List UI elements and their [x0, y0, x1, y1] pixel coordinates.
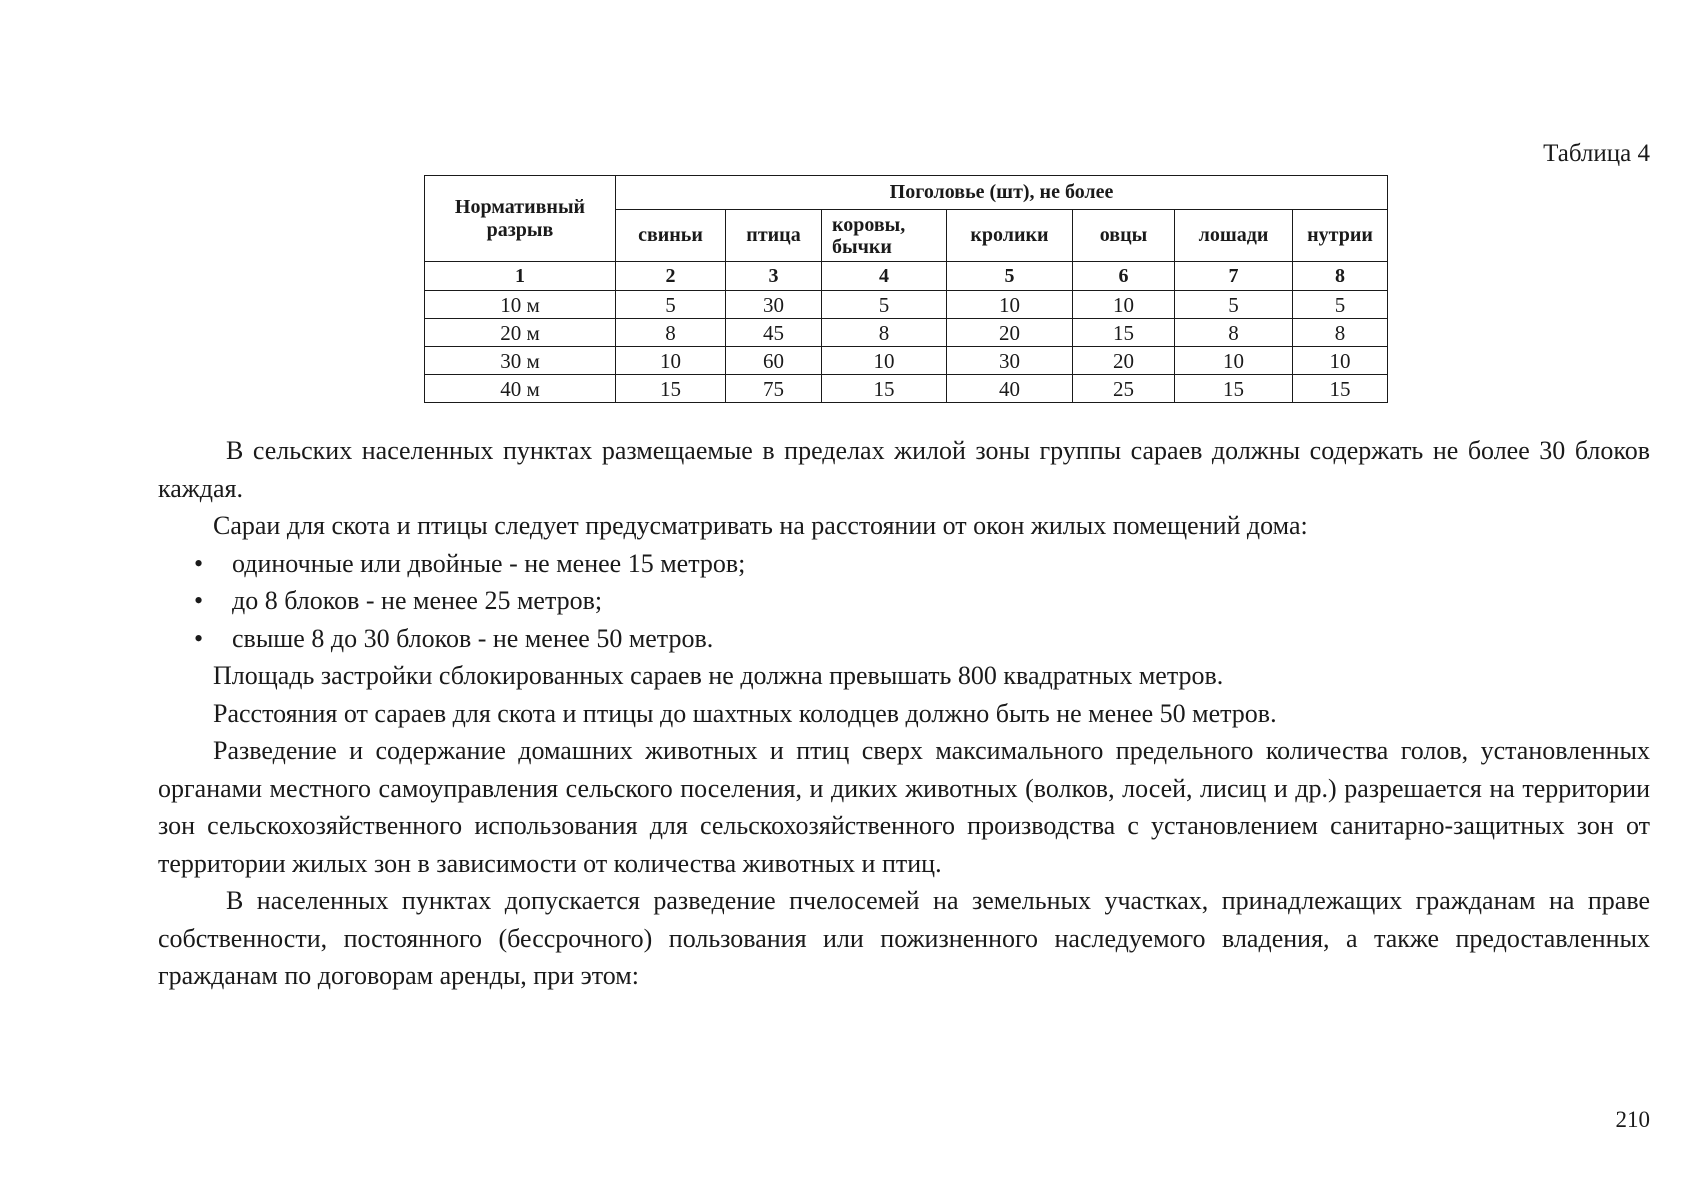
table-cell: 10 — [1293, 347, 1388, 375]
header-sheep: овцы — [1073, 210, 1175, 262]
table-cell: 5 — [822, 291, 947, 319]
table-cell: 15 — [616, 375, 726, 403]
table-cell: 45 — [726, 319, 822, 347]
table-cell: 15 — [1293, 375, 1388, 403]
column-number-row — [425, 262, 1388, 291]
table-cell: 5 — [1293, 291, 1388, 319]
header-nutria: нутрии — [1293, 210, 1388, 262]
table-row — [425, 319, 1388, 347]
list-item — [158, 545, 1650, 583]
header-pigs: свиньи — [616, 210, 726, 262]
header-cows: коровы, бычки — [822, 210, 947, 262]
table-cell: 30 — [726, 291, 822, 319]
paragraph-well-distance: Расстояния от сараев для скота и птицы до шахтных колодцев должно быть не менее 50 метров. — [213, 698, 1277, 728]
table-cell: 10 — [616, 347, 726, 375]
list-item — [158, 582, 1650, 620]
table-cell: 20 — [947, 319, 1073, 347]
list-item-text: до 8 блоков - не менее 25 метров; — [232, 586, 603, 615]
table-cell: 5 — [1175, 291, 1293, 319]
table-cell: 15 — [1073, 319, 1175, 347]
table-cell: 75 — [726, 375, 822, 403]
table-row — [425, 375, 1388, 403]
column-number: 4 — [822, 262, 947, 291]
table-cell: 10 — [822, 347, 947, 375]
paragraph-sheds-distance: Сараи для скота и птицы следует предусматривать на расстоянии от окон жилых помещений дома: — [213, 511, 1308, 540]
column-number: 3 — [726, 262, 822, 291]
table-row — [425, 291, 1388, 319]
table-cell: 40 — [947, 375, 1073, 403]
table-cell: 25 — [1073, 375, 1175, 403]
table-row — [425, 347, 1388, 375]
header-poultry: птица — [726, 210, 822, 262]
table-cell: 40 м — [425, 375, 616, 403]
column-number: 2 — [616, 262, 726, 291]
table-cell: 10 м — [425, 291, 616, 319]
livestock-distance-table — [424, 175, 1388, 403]
table-container — [424, 175, 1387, 403]
paragraph-sheds-limit: В сельских населенных пунктах размещаемые в пределах жилой зоны группы сараев должны содержать не более 30 блоков каждая. — [158, 436, 1650, 503]
column-number: 8 — [1293, 262, 1388, 291]
table-header-row — [425, 176, 1388, 210]
body-text — [158, 432, 1650, 995]
table-cell: 20 м — [425, 319, 616, 347]
paragraph-building-area: Площадь застройки сблокированных сараев не должна превышать 800 квадратных метров. — [213, 661, 1224, 690]
table-cell: 30 м — [425, 347, 616, 375]
table-cell: 8 — [822, 319, 947, 347]
table-cell: 10 — [1175, 347, 1293, 375]
table-cell: 20 — [1073, 347, 1175, 375]
table-cell: 5 — [616, 291, 726, 319]
paragraph-beekeeping: В населенных пунктах допускается разведение пчелосемей на земельных участках, принадлежащих гражданам на праве собственности, постоянного (бессрочного) пользования или пожизненного наследуемого владения, а также предоставленных гражданам по договорам аренды, при этом: — [158, 886, 1650, 990]
paragraph-animal-breeding: Разведение и содержание домашних животных и птиц сверх максимального предельного количества голов, установленных органами местного самоуправления сельского поселения, и диких животных (волков, лосей, лисиц и др.) разрешается на территории зон сельскохозяйственного использования для сельскохозяйственного производства с установлением санитарно-защитных зон от территории жилых зон в зависимости от количества животных и птиц. — [158, 736, 1650, 878]
header-horses: лошади — [1175, 210, 1293, 262]
bullet-icon: • — [194, 623, 204, 653]
table-caption: Таблица 4 — [1543, 140, 1650, 167]
column-number: 7 — [1175, 262, 1293, 291]
table-cell: 30 — [947, 347, 1073, 375]
table-cell: 10 — [1073, 291, 1175, 319]
distance-list — [158, 545, 1650, 658]
column-number: 5 — [947, 262, 1073, 291]
table-cell: 10 — [947, 291, 1073, 319]
column-number: 1 — [425, 262, 616, 291]
list-item — [158, 620, 1650, 658]
table-cell: 15 — [1175, 375, 1293, 403]
header-livestock-count: Поголовье (шт), не более — [616, 176, 1388, 210]
list-item-text: свыше 8 до 30 блоков - не менее 50 метров. — [232, 623, 714, 653]
list-item-text: одиночные или двойные - не менее 15 метров; — [232, 548, 746, 578]
table-cell: 8 — [1175, 319, 1293, 347]
table-cell: 15 — [822, 375, 947, 403]
table-cell: 8 — [616, 319, 726, 347]
header-rabbits: кролики — [947, 210, 1073, 262]
table-cell: 60 — [726, 347, 822, 375]
column-number: 6 — [1073, 262, 1175, 291]
header-normative-gap: Нормативный разрыв — [425, 176, 616, 262]
page-number: 210 — [1615, 1107, 1650, 1132]
bullet-icon: • — [194, 548, 204, 578]
table-cell: 8 — [1293, 319, 1388, 347]
bullet-icon: • — [194, 586, 204, 615]
